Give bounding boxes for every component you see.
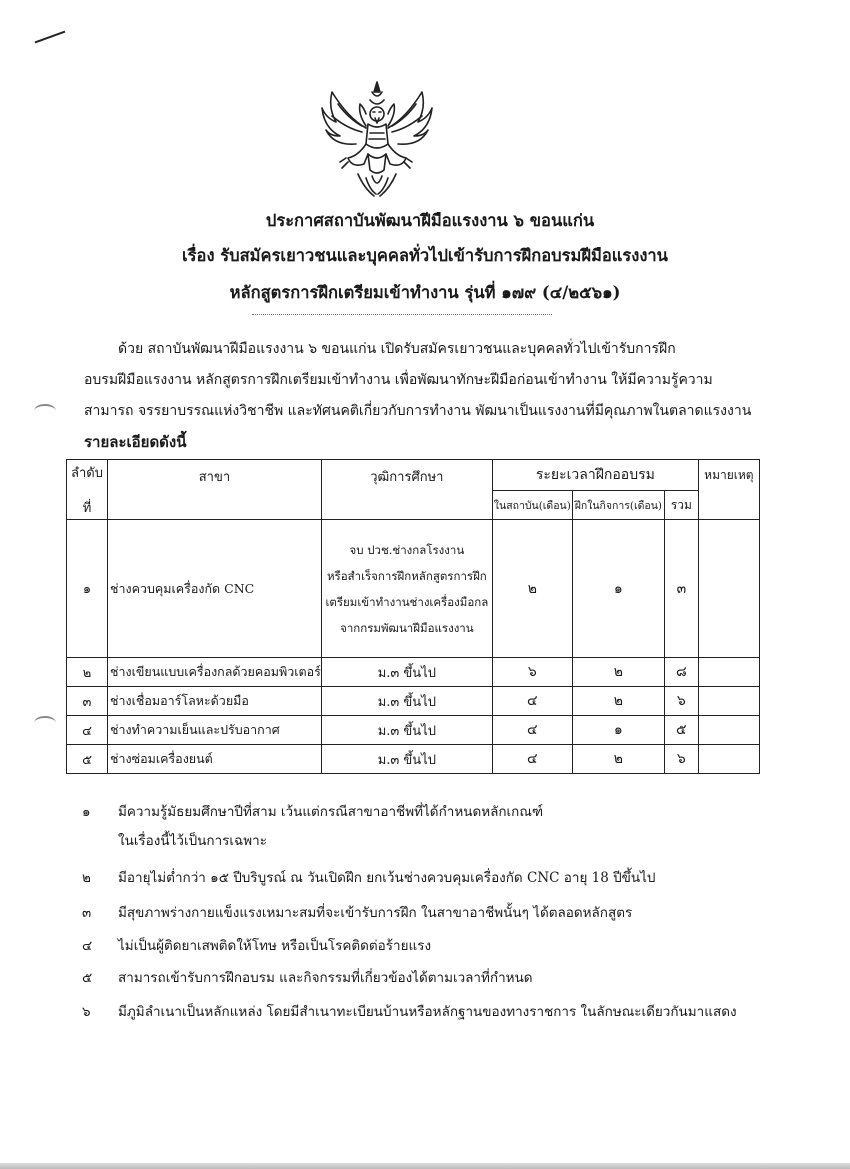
row-in-institute: ๔ xyxy=(492,716,572,745)
condition-number: ๑ xyxy=(82,804,91,820)
row-in-institute: ๒ xyxy=(492,520,572,658)
row-total: ๕ xyxy=(664,716,698,745)
condition-number: ๒ xyxy=(82,870,91,886)
header-qualification: วุฒิการศึกษา xyxy=(321,460,492,520)
qualification-line: จบ ปวช.ช่างกลโรงงาน xyxy=(349,542,465,557)
row-note xyxy=(698,745,759,774)
header-in-institute: ในสถาบัน(เดือน) xyxy=(492,491,572,520)
condition-text: มีความรู้มัธยมศึกษาปีที่สาม เว้นแต่กรณีสาขาอาชีพที่ได้กำหนดหลักเกณฑ์ xyxy=(118,804,544,820)
row-in-institute: ๖ xyxy=(492,658,572,687)
announcement-title: ประกาศสถาบันพัฒนาฝีมือแรงงาน ๖ ขอนแก่น xyxy=(265,211,595,230)
row-branch: ช่างทำความเย็นและปรับอากาศ xyxy=(108,716,322,745)
row-in-company: ๑ xyxy=(572,520,664,658)
header-in-company: ฝึกในกิจการ(เดือน) xyxy=(572,491,664,520)
row-total: ๘ xyxy=(664,658,698,687)
header-no xyxy=(67,460,108,520)
row-qualification xyxy=(321,520,492,658)
header-no-line-2: ที่ xyxy=(82,500,92,516)
table-row xyxy=(67,716,760,745)
punch-hole-mark xyxy=(34,716,56,730)
qualification-line: หรือสำเร็จการฝึกหลักสูตรการฝึก xyxy=(326,568,487,583)
details-heading: รายละเอียดดังนี้ xyxy=(84,433,187,451)
condition-item xyxy=(82,866,656,888)
table-row xyxy=(67,658,760,687)
punch-hole-mark xyxy=(34,404,56,418)
row-note xyxy=(698,687,759,716)
row-in-company: ๒ xyxy=(572,658,664,687)
garuda-emblem-icon xyxy=(318,78,436,200)
condition-item xyxy=(82,934,431,956)
header-duration: ระยะเวลาฝึกออบรม xyxy=(492,460,698,491)
table-row xyxy=(67,520,760,658)
condition-number: ๓ xyxy=(82,905,92,921)
row-in-company: ๒ xyxy=(572,745,664,774)
condition-text: ไม่เป็นผู้ติดยาเสพติดให้โทษ หรือเป็นโรคติดต่อร้ายแรง xyxy=(118,938,432,954)
qualification-line: เตรียมเข้าทำงานช่างเครื่องมือกล xyxy=(325,594,489,609)
condition-item xyxy=(82,901,632,923)
row-no: ๒ xyxy=(67,658,108,687)
condition-text: สามารถเข้ารับการฝึกอบรม และกิจกรรมที่เกี่ยวข้องได้ตามเวลาที่กำหนด xyxy=(118,970,533,986)
row-total: ๖ xyxy=(664,745,698,774)
row-no: ๑ xyxy=(67,520,108,658)
condition-number: ๕ xyxy=(82,970,93,986)
condition-number: ๖ xyxy=(82,1004,91,1020)
row-qualification: ม.๓ ขึ้นไป xyxy=(321,658,492,687)
row-total: ๖ xyxy=(664,687,698,716)
qualification-line: จากกรมพัฒนาฝีมือแรงงาน xyxy=(340,620,474,635)
header-no-line-1: ลำดับ xyxy=(71,465,103,481)
row-branch: ช่างเขียนแบบเครื่องกลด้วยคอมพิวเตอร์ xyxy=(108,658,322,687)
announcement-subject: เรื่อง รับสมัครเยาวชนและบุคคลทั่วไปเข้ารับการฝึกอบรมฝีมือแรงงาน xyxy=(182,246,668,265)
row-total: ๓ xyxy=(664,520,698,658)
condition-continuation: ในเรื่องนี้ไว้เป็นการเฉพาะ xyxy=(118,833,267,849)
intro-line-2: อบรมฝีมือแรงงาน หลักสูตรการฝึกเตรียมเข้าทำงาน เพื่อพัฒนาทักษะฝีมือก่อนเข้าทำงาน ให้มีความรู้ความ xyxy=(84,372,713,388)
scan-mark xyxy=(35,31,66,44)
condition-item xyxy=(82,966,533,988)
course-title: หลักสูตรการฝึกเตรียมเข้าทำงาน รุ่นที่ ๑๗๙ (๔/๒๕๖๑) xyxy=(229,283,621,302)
row-qualification: ม.๓ ขึ้นไป xyxy=(321,687,492,716)
row-no: ๔ xyxy=(67,716,108,745)
table-row xyxy=(67,745,760,774)
condition-text: มีอายุไม่ต่ำกว่า ๑๕ ปีบริบูรณ์ ณ วันเปิดฝึก ยกเว้นช่างควบคุมเครื่องกัด CNC อายุ 18 ปีขึ้นไป xyxy=(118,870,656,886)
table-header-row xyxy=(67,460,760,491)
condition-item xyxy=(82,800,543,822)
row-qualification: ม.๓ ขึ้นไป xyxy=(321,716,492,745)
row-in-institute: ๔ xyxy=(492,687,572,716)
row-in-company: ๒ xyxy=(572,687,664,716)
dotted-divider xyxy=(252,314,552,315)
table-row xyxy=(67,687,760,716)
condition-item xyxy=(82,1000,737,1022)
row-branch: ช่างซ่อมเครื่องยนต์ xyxy=(108,745,322,774)
condition-text: มีสุขภาพร่างกายแข็งแรงเหมาะสมที่จะเข้ารับการฝึก ในสาขาอาชีพนั้นๆ ได้ตลอดหลักสูตร xyxy=(118,905,633,921)
page-edge xyxy=(0,1163,850,1169)
intro-line-3: สามารถ จรรยาบรรณแห่งวิชาชีพ และทัศนคติเกี่ยวกับการทำงาน พัฒนาเป็นแรงงานที่มีคุณภาพในตลาดแรงงาน xyxy=(84,403,752,419)
row-no: ๕ xyxy=(67,745,108,774)
header-total: รวม xyxy=(664,491,698,520)
row-note xyxy=(698,716,759,745)
row-note xyxy=(698,658,759,687)
condition-number: ๔ xyxy=(82,938,93,954)
row-in-institute: ๔ xyxy=(492,745,572,774)
header-branch: สาขา xyxy=(108,460,322,520)
header-note: หมายเหตุ xyxy=(698,460,759,520)
intro-line-1: ด้วย สถาบันพัฒนาฝีมือแรงงาน ๖ ขอนแก่น เปิดรับสมัครเยาวชนและบุคคลทั่วไปเข้ารับการฝึก xyxy=(118,341,676,357)
row-branch: ช่างควบคุมเครื่องกัด CNC xyxy=(108,520,322,658)
row-in-company: ๑ xyxy=(572,716,664,745)
condition-text: มีภูมิลำเนาเป็นหลักแหล่ง โดยมีสำเนาทะเบียนบ้านหรือหลักฐานของทางราชการ ในลักษณะเดียวกันมาแสดง xyxy=(118,1004,737,1020)
row-note xyxy=(698,520,759,658)
row-no: ๓ xyxy=(67,687,108,716)
row-qualification: ม.๓ ขึ้นไป xyxy=(321,745,492,774)
course-table xyxy=(66,459,760,774)
row-branch: ช่างเชื่อมอาร์โลหะด้วยมือ xyxy=(108,687,322,716)
